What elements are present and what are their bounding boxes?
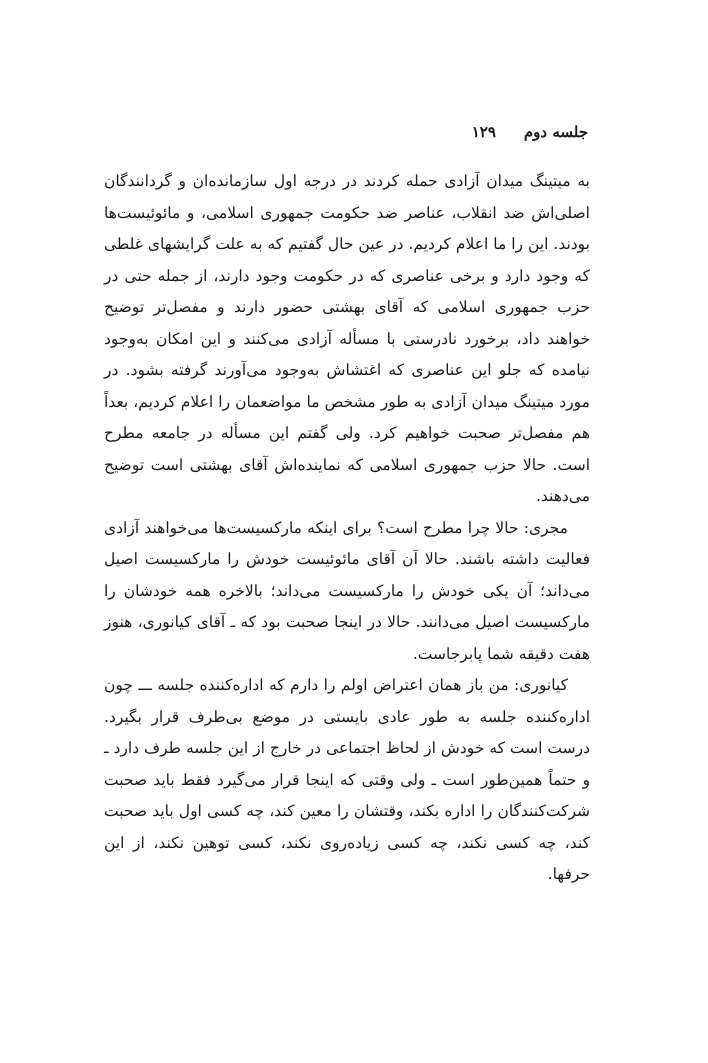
body-text: [104, 166, 590, 891]
page-number: ۱۲۹: [471, 123, 496, 141]
paragraph-moderator: مجری: حالا چرا مطرح است؟ برای اینکه مارکسیست‌ها می‌خواهند آزادی فعالیت داشته باشند. حالا آن آقای مائوئیست خودش را مارکسیست اصیل می‌داند؛ آن یکی خودش را مارکسیست می‌داند؛ بالاخره همه خودشان را مارکسیست اصیل می‌دانند. حالا در اینجا صحبت بود که ـ آقای کیانوری، هنوز هفت دقیقه شما پابرجاست.: [104, 518, 590, 663]
paragraph-kianouri: کیانوری: من باز همان اعتراض اولم را دارم که اداره‌کننده جلسه ـــ چون اداره‌کننده جلسه به طور عادی بایستی در موضع بی‌طرف قرار بگیرد. درست است که خودش از لحاظ اجتماعی در خارج از این جلسه طرف دارد ـ و حتماً همین‌طور است ـ ولی وقتی که اینجا قرار می‌گیرد فقط باید صحبت شرکت‌کنندگان را اداره بکند، وقتشان را معین کند، چه کسی اول باید صحبت کند، چه کسی نکند، چه کسی زیاده‌روی نکند، کسی توهین نکند، از این حرفها.: [104, 676, 590, 883]
paragraph-continuation: به میتینگ میدان آزادی حمله کردند در درجه اول سازمانده‌ان و گردانندگان اصلی‌اش ضد انقلاب، عناصر ضد حکومت جمهوری اسلامی، و مائوئیست‌ها بودند. این را ما اعلام کردیم. در عین حال گفتیم که به علت گرایشهای غلطی که وجود دارد و برخی عناصری که در حکومت وجود دارند، از جمله حتی در حزب جمهوری اسلامی که آقای بهشتی حضور دارند و مفصل‌تر توضیح خواهند داد، برخورد نادرستی با مسأله آزادی می‌کنند و این امکان به‌وجود نیامده که جلو این عناصری که اغتشاش به‌وجود می‌آورند گرفته بشود. در مورد میتینگ میدان آزادی به طور مشخص ما مواضعمان را اعلام کردیم، بعداً هم مفصل‌تر صحبت خواهیم کرد. ولی گفتم این مسأله در جامعه مطرح است. حالا حزب جمهوری اسلامی که نماینده‌اش آقای بهشتی است توضیح می‌دهند.: [104, 172, 590, 505]
chapter-title: جلسه دوم: [523, 123, 588, 141]
running-header: [108, 120, 588, 144]
